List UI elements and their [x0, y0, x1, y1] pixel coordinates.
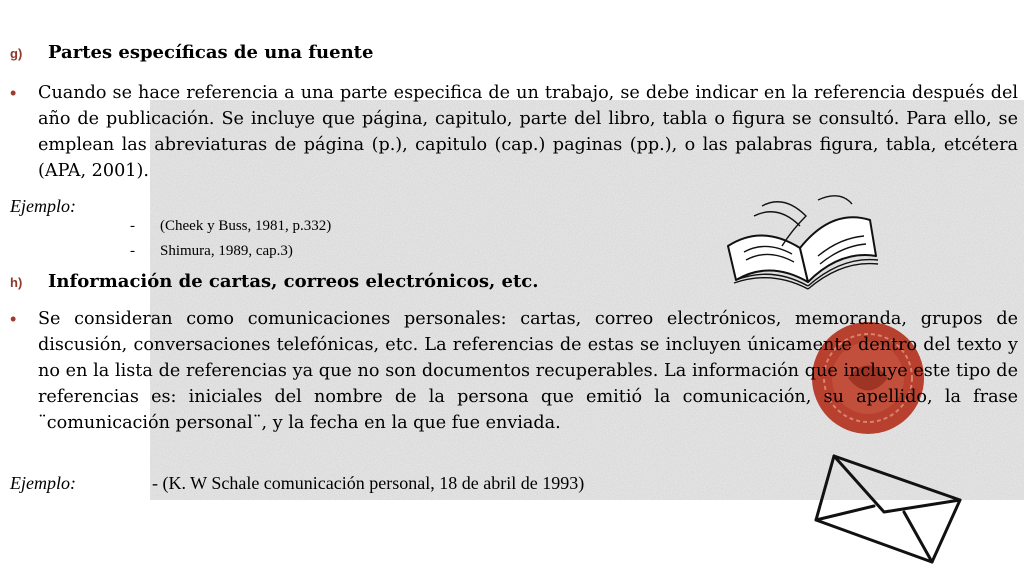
section-h-example-label: Ejemplo: [10, 473, 76, 493]
example-item: - Shimura, 1989, cap.3) [130, 243, 293, 259]
section-h-paragraph: Se consideran como comunicaciones personales: cartas, correo electrónicos, memoranda, grupos de discusión, conversaciones telefónicas, etc. La referencias de estas se incluyen únicamente dentro del texto y no en la lista de referencias ya que no son documentos recuperables. La información que incluye este tipo de referencias es: iniciales del nombre de la persona que emitió la comunicación, su apellido, la frase ¨comunicación personal¨, y la fecha en la que fue enviada. [38, 309, 1018, 433]
section-h-example-value: - (K. W Schale comunicación personal, 18 de abril de 1993) [152, 473, 585, 493]
example-item: - (Cheek y Buss, 1981, p.332) [130, 218, 332, 234]
envelope-icon [812, 450, 964, 566]
section-h-marker: h) [10, 275, 23, 290]
section-h-paragraph-block [10, 306, 1018, 436]
bullet-icon: • [10, 309, 17, 329]
bullet-icon: • [10, 83, 17, 103]
example-item-text: Shimura, 1989, cap.3) [160, 243, 293, 259]
section-h-title: Información de cartas, correos electrónicos, etc. [48, 271, 539, 292]
section-g-title: Partes específicas de una fuente [48, 42, 374, 63]
section-g-example-label: Ejemplo: [10, 196, 76, 216]
section-g-paragraph-block [10, 80, 1018, 184]
open-book-icon [722, 186, 882, 296]
section-g-paragraph: Cuando se hace referencia a una parte especifica de un trabajo, se debe indicar en la referencia después del año de publicación. Se incluye que página, capitulo, parte del libro, tabla o figura se consultó. Para ello, se emplean las abreviaturas de página (p.), capitulo (cap.) paginas (pp.), o las palabras figura, tabla, etcétera (APA, 2001). [38, 83, 1018, 181]
example-item-text: (Cheek y Buss, 1981, p.332) [160, 218, 332, 234]
section-g-heading [10, 42, 373, 63]
section-h-heading [10, 271, 539, 292]
section-g-marker: g) [10, 46, 23, 61]
